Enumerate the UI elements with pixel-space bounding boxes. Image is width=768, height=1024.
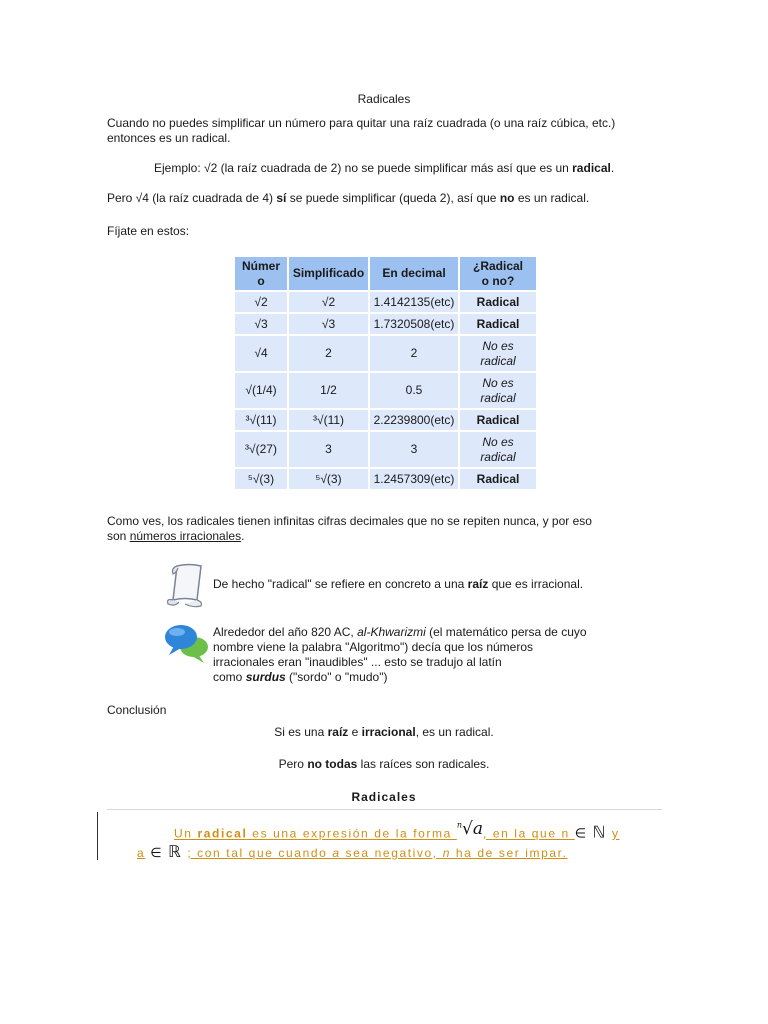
definition-line-2: [137, 841, 568, 864]
header-radical: [460, 257, 536, 290]
note2-l4c: ("sordo" o "mudo"): [285, 670, 388, 684]
speech-bubbles-icon: [164, 621, 210, 665]
cell-numero-text: √4: [254, 346, 268, 360]
cell-radical-text: Radical: [476, 471, 520, 486]
table-body: [235, 292, 536, 489]
cell-radical-text: Radical: [476, 316, 520, 331]
cell-numero-text: √3: [254, 316, 268, 331]
cell-simplificado: [289, 373, 368, 408]
como-line-1: Como ves, los radicales tienen infinitas cifras decimales que no se repiten nunca, y por eso: [107, 514, 592, 528]
note2-l4a: como: [213, 670, 246, 684]
cell-radical-line-1: No es: [482, 375, 514, 390]
reals-symbol: ℝ: [168, 842, 183, 861]
left-border-bar: [97, 812, 98, 860]
cell-numero: [235, 292, 287, 312]
element-of-symbol: ∈: [574, 825, 588, 841]
fijate-label: Fíjate en estos:: [107, 224, 190, 238]
cell-numero-text: ³√(11): [245, 412, 277, 427]
c-s2c: las raíces son radicales.: [357, 757, 490, 771]
cell-simplificado: [289, 432, 368, 467]
cell-decimal-text: 1.4142135(etc): [373, 294, 455, 309]
header-radical-l1: ¿Radical: [472, 258, 523, 273]
header-numero-l1: Númer: [241, 258, 280, 273]
como-paragraph: [107, 514, 592, 544]
cell-radical-line-1: No es: [482, 338, 514, 353]
cell-decimal: [370, 373, 458, 408]
cell-radical-text: Radical: [476, 412, 520, 427]
cell-simplificado-text: 3: [325, 442, 332, 456]
cell-radical: [460, 373, 536, 408]
note2-l1b: al-Khwarizmi: [357, 625, 426, 639]
cell-numero: [235, 314, 287, 334]
note-radical: [213, 577, 583, 592]
c-s1c: e: [348, 725, 362, 739]
table-row: [235, 410, 536, 430]
cell-numero: [235, 432, 287, 467]
def-sea-negativo: sea negativo,: [340, 846, 443, 860]
def-un: Un: [174, 826, 198, 841]
cell-radical-text: Radical: [476, 294, 520, 309]
c-s1d: irracional: [361, 725, 416, 739]
note1-b: raíz: [467, 577, 489, 591]
element-of-symbol-2: ∈: [150, 845, 164, 860]
cell-decimal-text: 0.5: [405, 383, 423, 397]
def-n-italic: n: [442, 846, 451, 860]
radicales-section-title: Radicales: [351, 790, 417, 804]
cell-decimal-text: 1.7320508(etc): [373, 316, 455, 331]
cell-decimal-text: 2: [410, 346, 418, 360]
cell-simplificado-text: 2: [325, 346, 332, 360]
pero-e: es un radical.: [514, 191, 590, 205]
c-s1b: raíz: [327, 725, 349, 739]
note2-line-4: [213, 670, 587, 685]
cell-numero-text: ⁵√(3): [247, 471, 275, 486]
cell-numero-text: √(1/4): [245, 383, 277, 397]
cell-numero-text: √2: [254, 294, 268, 309]
pero-c: se puede simplificar (queda 2), así que: [286, 191, 500, 205]
cell-simplificado-text: √2: [321, 294, 336, 309]
cell-radical-line-2: radical: [480, 353, 516, 368]
header-numero: [235, 257, 287, 290]
note2-line-2: nombre viene la palabra "Algoritmo") decía que los números: [213, 640, 534, 654]
c-s2a: Pero: [278, 757, 308, 771]
cell-decimal: [370, 314, 458, 334]
cell-simplificado: [289, 314, 368, 334]
pero-line: [107, 191, 589, 206]
cell-radical: [460, 292, 536, 312]
cell-simplificado-text: ⁵√(3): [315, 471, 342, 486]
table-row: [235, 314, 536, 334]
intro-line-1: Cuando no puedes simplificar un número para quitar una raíz cuadrada (o una raíz cúbica, etc.): [107, 116, 616, 130]
pero-d: no: [499, 191, 515, 205]
def-con-tal: ; con tal que cuando: [187, 846, 333, 860]
def-y: y: [611, 826, 620, 841]
conclusion-label: Conclusión: [107, 703, 167, 717]
note2-l4b: surdus: [245, 670, 286, 684]
naturals-symbol: ℕ: [592, 822, 608, 842]
como-period: .: [241, 529, 245, 543]
note2-line-1: [213, 625, 587, 640]
cell-numero: [235, 469, 287, 489]
pero-b: sí: [276, 191, 287, 205]
cell-simplificado: [289, 292, 368, 312]
table-row: [235, 336, 536, 371]
cell-simplificado-text: 1/2: [320, 383, 337, 397]
pero-a: Pero √4 (la raíz cuadrada de 4): [107, 191, 277, 205]
note2-l1c: (el matemático persa de cuyo: [425, 625, 587, 639]
note-khwarizmi: [213, 625, 587, 685]
header-simplificado: Simplificado: [289, 257, 368, 290]
cell-decimal-text: 2.2239800(etc): [373, 412, 455, 427]
cell-simplificado: [289, 469, 368, 489]
cell-simplificado-text: √3: [321, 316, 336, 331]
cell-radical-line-1: No es: [482, 434, 514, 449]
radicals-table: [233, 255, 538, 491]
def-a-italic: a: [332, 846, 341, 860]
table-header-row: [235, 257, 536, 290]
def-radical: radical: [197, 826, 248, 841]
cell-numero-text: ³√(27): [245, 442, 277, 456]
header-decimal: En decimal: [370, 257, 458, 290]
cell-numero: [235, 410, 287, 430]
c-s2b: no todas: [307, 757, 358, 771]
cell-decimal: [370, 469, 458, 489]
nth-root-a-formula: $^n$√a: [456, 818, 483, 839]
note2-l1a: Alrededor del año 820 AC,: [213, 625, 358, 639]
como-son: son: [107, 529, 130, 543]
section-divider: [107, 809, 662, 810]
cell-decimal: [370, 432, 458, 467]
table-row: [235, 469, 536, 489]
cell-radical: [460, 410, 536, 430]
scroll-icon: [163, 562, 207, 608]
cell-radical: [460, 469, 536, 489]
def-impar: ha de ser impar.: [450, 846, 568, 860]
cell-decimal-text: 3: [410, 442, 418, 456]
cell-radical: [460, 336, 536, 371]
example-suffix: .: [610, 161, 615, 175]
cell-decimal: [370, 292, 458, 312]
conclusion-line-1: [0, 725, 768, 739]
como-line-2: [107, 529, 592, 544]
cell-numero: [235, 336, 287, 371]
table-row: [235, 432, 536, 467]
c-s1a: Si es una: [274, 725, 328, 739]
cell-radical-line-2: radical: [480, 390, 516, 405]
cell-simplificado: [289, 336, 368, 371]
cell-decimal: [370, 410, 458, 430]
cell-radical-line-2: radical: [480, 449, 516, 464]
conclusion-line-2: [0, 757, 768, 771]
intro-paragraph: [107, 116, 615, 146]
note1-a: De hecho "radical" se refiere en concreto a una: [213, 577, 468, 591]
def-expr: es una expresión de la forma: [247, 826, 457, 841]
cell-simplificado: [289, 410, 368, 430]
def-en-la-que: , en la que n: [482, 826, 575, 841]
page-title: Radicales: [357, 92, 411, 106]
header-radical-l2: o no?: [481, 273, 515, 288]
cell-decimal: [370, 336, 458, 371]
cell-radical: [460, 314, 536, 334]
example-bold: radical: [572, 161, 611, 175]
cell-radical: [460, 432, 536, 467]
note1-c: que es irracional.: [488, 577, 584, 591]
example-line: [154, 161, 614, 175]
table-row: [235, 373, 536, 408]
table-row: [235, 292, 536, 312]
intro-line-2: entonces es un radical.: [107, 131, 231, 145]
cell-numero: [235, 373, 287, 408]
cell-decimal-text: 1.2457309(etc): [373, 471, 455, 486]
irrational-numbers-link[interactable]: números irracionales: [129, 529, 242, 543]
note2-line-3: irracionales eran "inaudibles" ... esto se tradujo al latín: [213, 655, 502, 669]
def-a: a: [137, 846, 146, 860]
header-numero-l2: o: [257, 273, 265, 288]
cell-simplificado-text: ³√(11): [312, 412, 345, 427]
c-s1e: , es un radical.: [415, 725, 494, 739]
example-text: Ejemplo: √2 (la raíz cuadrada de 2) no se puede simplificar más así que es un: [154, 161, 573, 175]
